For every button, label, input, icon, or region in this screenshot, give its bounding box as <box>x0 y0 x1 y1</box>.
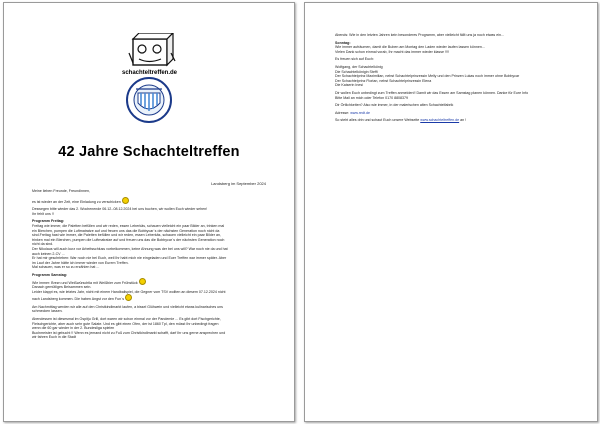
text-line: Danach gemütliges Beisammen sein. <box>32 285 92 290</box>
text-line: Buchmeister ist gebucht !! Wenn es jemand nicht zu Fuß zum Christkindlmarkt schafft, darf Ihr uns gerne ansprechen und <box>32 330 226 335</box>
dateline: Landsberg im September 2024 <box>211 181 266 186</box>
text-line: Der Schachtelprinz Maximilian, nebst Schachtelprinzessin Melly und den Prinzen Lukas noch immer ohne Bobbycar <box>335 74 520 79</box>
text-line: wir fahren Euch in die Stadt <box>32 335 76 340</box>
text-line: Ihr fehlt uns !! <box>32 211 54 216</box>
text-line: Es freuen sich auf Euch: <box>335 57 374 62</box>
logo-caption: schachteltreffen.de <box>122 70 178 76</box>
text-line: Freitag wie immer, die Paletten befüllen und wir reden, essen Leberkäs, schauen vielleicht ein paar Bilder an, trinken mal <box>32 223 225 228</box>
text-line: Der Schachtelprinz Florian, nebst Schachtelprinzessin Elena <box>335 78 432 83</box>
text-line: es ist wieder an der Zeit, eine Einladung zu verschicken <box>32 197 270 205</box>
text-line: ein Bierchen, pumpen die Luftmatratze auf und freuen uns das die Bobbycar´s der nächsten Generation noch nicht da <box>32 228 220 233</box>
smiley-icon <box>122 197 129 204</box>
text-line: Die Schachtelkönigin Steffi <box>335 69 378 74</box>
web-link[interactable]: www.schachteltreffen.de <box>420 118 460 123</box>
text-line: Dir Örtlichkeiten? Also wie immer, in der malerischen alten Schachtelfabrik <box>335 103 454 108</box>
paragraph <box>32 219 270 270</box>
paragraph <box>335 91 575 100</box>
smiley-icon <box>139 278 146 285</box>
paragraph <box>335 103 575 108</box>
paragraph <box>32 305 270 314</box>
left-body-text <box>32 189 270 343</box>
text-line: Wie immer: Brezn und Weißwürschtla mit Weißbier zum Frühstück <box>32 278 270 286</box>
paragraph <box>335 57 575 62</box>
text-line: nach Landsberg kommen. Die haben Angst vor den Fun´s <box>32 294 270 302</box>
paragraph <box>335 41 575 55</box>
text-line: Abendessen ist diesesmal im Ospitju Grill, dort waren wir schon einmal vor der Pandemie ... Es gibt dort Fischgerichte, <box>32 317 221 322</box>
text-line: trinken mal ein Bierchen, pumpen die Luftmatratze auf und freuen uns das die Bobbycar´s der nächsten Generation noch <box>32 237 225 242</box>
text-line: Wie immer aufräumen, damit die Buben am Montag den Laden wieder laufen lassen können... <box>335 45 485 50</box>
document-title: 42 Jahre Schachteltreffen <box>58 144 240 160</box>
text-line: Adresse: www.redt.de <box>335 110 370 115</box>
paragraph <box>32 189 270 194</box>
text-line: Meine lieben Freunde, Freundinnen, <box>32 189 90 193</box>
text-line: Wolfgang, der Schachtelkönig <box>335 64 383 69</box>
text-line: Die Kaiserin Inesi <box>335 83 363 88</box>
text-line: Er hat mir geschrieben: War noch nie bei Euch, weil Ihr habt mich nie eingeladen und Euer Treffen war immer später. Aber <box>32 256 227 261</box>
schachteltreffen-logo <box>109 33 189 138</box>
text-line: Am Nachmittag werden wir alle auf den Christkindlmarkt laufen, a bissel Glühwein und vielleicht etwas kulinarisches uns <box>32 304 223 309</box>
logo-graphic <box>109 33 189 133</box>
text-line: Bitte Mail an mich oder Telefon 0170 8808379 <box>335 95 409 100</box>
text-line: Leider klappt es, wie letztes Jahr, nicht mit einem Handballspiel, die Gegner vom TSV wollten an diesem 07.12.2024 nicht <box>32 289 226 294</box>
document-page-1 <box>3 2 295 422</box>
section-heading: Sonntag: <box>335 40 351 45</box>
text-line: sind.Freitag hast wie immer, die Paletten befüllen und wir reden, essen Leberkäs, schauen vielleicht ein paar Bilder an, <box>32 233 221 238</box>
section-heading: Programm Freitag: <box>32 219 65 224</box>
text-line: Abends: Wie in den letzten Jahren kein besonderes Programm, aber vielleicht fällt uns ja noch etwas ein... <box>335 33 504 37</box>
smiley-icon <box>125 294 132 301</box>
text-line: Vielen Dank schon einmal vorab, Ihr macht das immer wieder klasse !!!! <box>335 49 449 54</box>
text-line: auch keinen 2-CV ... <box>32 251 65 256</box>
paragraph <box>335 118 575 123</box>
text-line: Mal schauen, was er so zu erzählen hat ... <box>32 265 100 270</box>
paragraph <box>32 317 270 340</box>
right-body-text <box>335 33 575 126</box>
text-line: nicht da sind. <box>32 242 54 247</box>
text-line: Deswegen bitte wieder das 2. Wochenende 06.12.-08.12.2024 bei uns buchen, wir wollen Euch wieder sehen! <box>32 207 208 212</box>
text-line: wenn die 60 gar wieder in der 2. Bundesliga spielen <box>32 326 115 331</box>
section-heading: Programm Samstag: <box>32 272 68 277</box>
text-line: Der Nikolaus will auch kurz vor Arbeitsschluss vorbeikommen, keine Ahnung was der bei uns will? War noch nie da und hat <box>32 246 228 251</box>
paragraph <box>32 197 270 205</box>
text-line: Fleischgerichte, aber auch sehr gute Salate. Und es gibt einen Ofen, der ist 1860 Tpl, den müsst Ihr unbedingt fragen <box>32 321 219 326</box>
paragraph <box>335 111 575 116</box>
text-line: schmecken lassen. <box>32 309 63 314</box>
document-page-2 <box>304 2 598 422</box>
paragraph <box>32 207 270 216</box>
text-line: im Lauf der Jahre hätte ich immer wieder von Eurem Treffen. <box>32 260 129 265</box>
paragraph <box>335 33 575 38</box>
text-line: So steht alles drin und schaut Euch unsere Webseite www.schachteltreffen.de an ! <box>335 118 467 123</box>
paragraph <box>335 65 575 88</box>
paragraph <box>32 273 270 302</box>
web-link[interactable]: www.redt.de <box>350 110 370 115</box>
text-line: Dir wollen Euch unbedingt zum Treffen anmelden!! Damit wir das Essen am Samstag planen können. Danke für Eure Info <box>335 90 529 95</box>
